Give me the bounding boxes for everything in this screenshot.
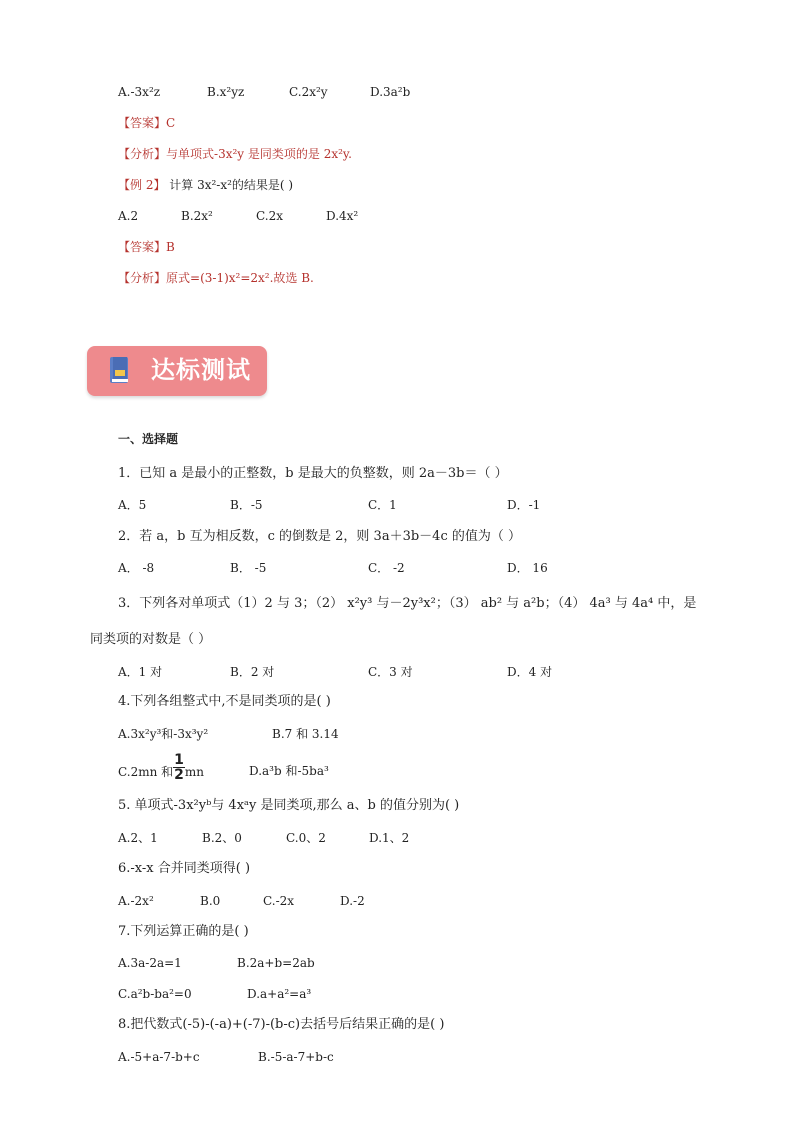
option-a: A.2 <box>118 209 139 223</box>
answer-value: B <box>166 240 175 254</box>
option-b: B.-5-a-7+b-c <box>258 1050 334 1064</box>
option-d: D．4 对 <box>507 665 553 679</box>
option-c-prefix: C.2mn 和 <box>118 765 174 779</box>
option-c: C.2x²y <box>289 85 328 99</box>
option-c: C.0、2 <box>286 831 326 845</box>
option-c: C．3 对 <box>368 665 413 679</box>
option-a: A.-5+a-7-b+c <box>118 1050 200 1064</box>
option-a: A.-2x² <box>118 894 154 908</box>
analysis-text: 与单项式-3x²y 是同类项的是 2x²y. <box>166 147 352 161</box>
example2-line <box>118 177 293 193</box>
example-label: 【例 2】 <box>118 178 166 192</box>
option-b: B.2x² <box>181 209 213 223</box>
option-a: A.3a-2a=1 <box>118 956 182 970</box>
analysis-line <box>118 146 352 162</box>
option-c: C． -2 <box>368 561 405 575</box>
option-d: D． 16 <box>507 561 548 575</box>
option-d: D.a³b 和-5ba³ <box>249 764 329 778</box>
question-7: 7.下列运算正确的是( ) <box>118 924 249 939</box>
option-c: C.a²b-ba²=0 <box>118 987 192 1001</box>
option-b: B.2、0 <box>202 831 242 845</box>
option-d: D.a+a²=a³ <box>247 987 312 1001</box>
answer-label: 【答案】 <box>118 116 167 130</box>
option-b: B.7 和 3.14 <box>272 727 339 741</box>
option-b: B.x²yz <box>207 85 245 99</box>
fraction <box>173 753 185 782</box>
question-2: 2．若 a，b 互为相反数，c 的倒数是 2，则 3a＋3b－4c 的值为（ ） <box>118 529 521 544</box>
option-b: B．2 对 <box>230 665 275 679</box>
option-b: B.2a+b=2ab <box>237 956 315 970</box>
option-c <box>118 752 204 783</box>
section-title: 一、选择题 <box>118 432 179 446</box>
option-a: A.-3x²z <box>118 85 161 99</box>
analysis-label: 【分析】 <box>118 147 167 161</box>
option-d: D.1、2 <box>369 831 410 845</box>
question-4: 4.下列各组整式中,不是同类项的是( ) <box>118 694 331 709</box>
analysis-label: 【分析】 <box>118 271 167 285</box>
book-icon <box>109 356 129 384</box>
option-c: C．1 <box>368 498 397 512</box>
question-5: 5. 单项式-3x²yᵇ与 4xᵃy 是同类项,那么 a、b 的值分别为( ) <box>118 798 460 813</box>
option-b: B.0 <box>200 894 221 908</box>
example-text: 计算 3x²-x²的结果是( ) <box>165 178 294 192</box>
fraction-denominator: 2 <box>174 767 184 783</box>
option-d: D.3a²b <box>370 85 411 99</box>
question-1: 1．已知 a 是最小的正整数，b 是最大的负整数，则 2a－3b＝（ ） <box>118 466 508 481</box>
option-a: A．5 <box>118 498 147 512</box>
answer-line <box>118 115 175 131</box>
option-a: A.3x²y³和-3x³y² <box>118 727 209 741</box>
question-3-line2: 同类项的对数是（ ） <box>90 632 212 647</box>
banner-title: 达标测试 <box>151 356 251 384</box>
option-d: D.-2 <box>340 894 365 908</box>
section-banner <box>87 346 267 396</box>
fraction-numerator: 1 <box>174 752 184 768</box>
question-3-line1: 3．下列各对单项式（1）2 与 3；（2） x²y³ 与－2y³x²；（3） ab² 与 a²b；（4） 4a³ 与 4a⁴ 中，是 <box>118 596 697 611</box>
answer-label: 【答案】 <box>118 240 167 254</box>
option-d: D.4x² <box>326 209 359 223</box>
analysis-text: 原式=(3-1)x²=2x².故选 B. <box>166 271 314 285</box>
option-b: B．-5 <box>230 498 263 512</box>
option-a: A．1 对 <box>118 665 163 679</box>
question-6: 6.-x-x 合并同类项得( ) <box>118 861 251 876</box>
option-a: A.2、1 <box>118 831 158 845</box>
answer2-line <box>118 239 175 255</box>
question-8: 8.把代数式(-5)-(-a)+(-7)-(b-c)去括号后结果正确的是( ) <box>118 1017 445 1032</box>
option-c: C.-2x <box>263 894 295 908</box>
option-d: D．-1 <box>507 498 541 512</box>
option-a: A． -8 <box>118 561 155 575</box>
option-c: C.2x <box>256 209 283 223</box>
analysis2-line <box>118 270 314 286</box>
option-c-suffix: mn <box>184 765 204 779</box>
option-b: B． -5 <box>230 561 267 575</box>
answer-value: C <box>166 116 176 130</box>
